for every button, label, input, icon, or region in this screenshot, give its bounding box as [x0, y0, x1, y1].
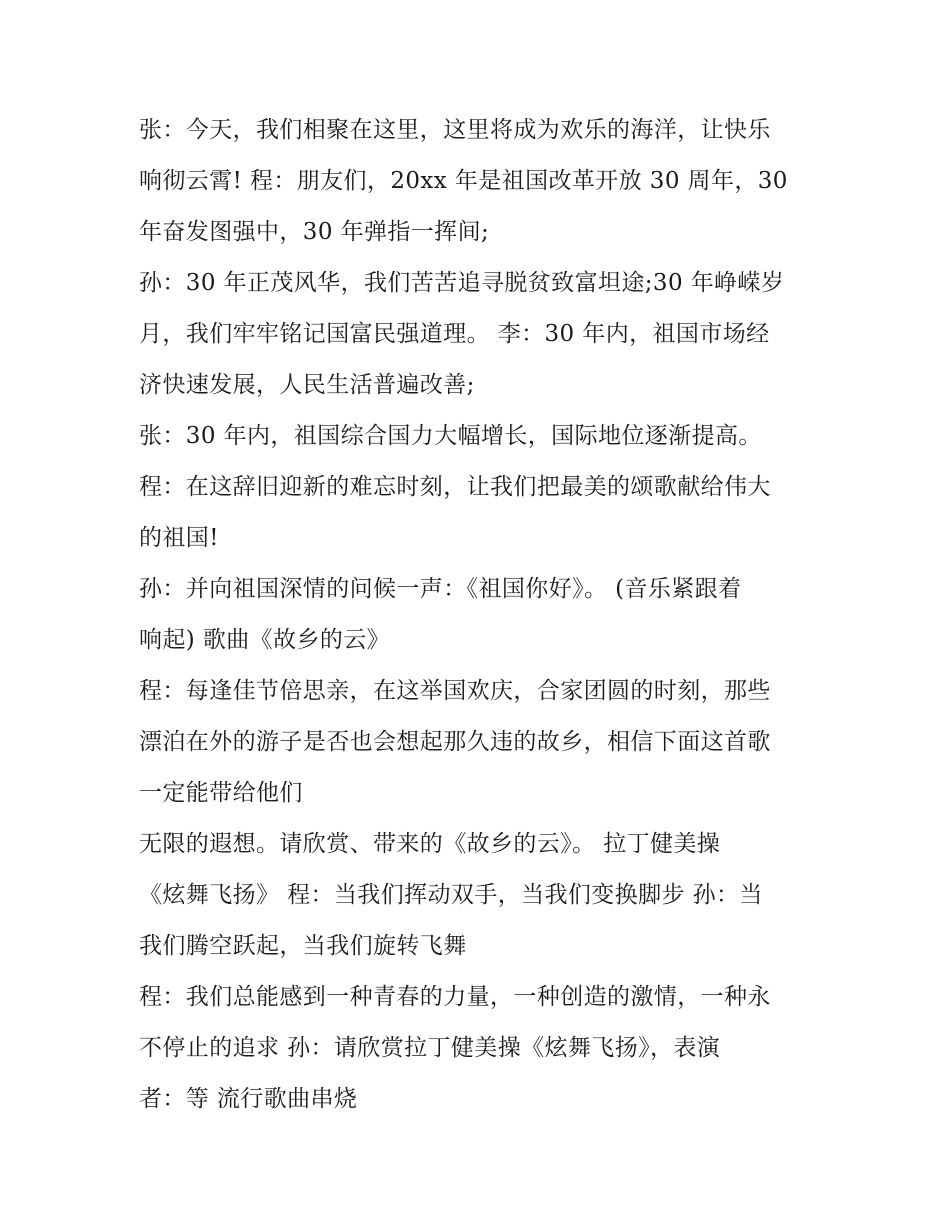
text-line-15: 无限的遐想。请欣赏、带来的《故乡的云》。 拉丁健美操: [139, 831, 721, 857]
document-body: [139, 108, 819, 1128]
text-line-16: 《炫舞飞扬》 程：当我们挥动双手，当我们变换脚步 孙：当: [139, 882, 763, 908]
text-line-18: 程：我们总能感到一种青春的力量，一种创造的激情，一种永: [139, 984, 771, 1010]
text-line-20: 者：等 流行歌曲串烧: [139, 1086, 358, 1112]
text-line-9: 的祖国!: [139, 525, 219, 551]
text-line-10: 孙：并向祖国深情的问候一声：《祖国你好》。 (音乐紧跟着: [139, 576, 742, 602]
text-line-14: 一定能带给他们: [139, 780, 303, 806]
text-line-4: 孙：30 年正茂风华，我们苦苦追寻脱贫致富坦途;30 年峥嵘岁: [139, 270, 785, 296]
text-line-2: 响彻云霄! 程：朋友们，20xx 年是祖国改革开放 30 周年，30: [139, 168, 788, 194]
text-line-13: 漂泊在外的游子是否也会想起那久违的故乡，相信下面这首歌: [139, 729, 771, 755]
text-line-19: 不停止的追求 孙：请欣赏拉丁健美操《炫舞飞扬》，表演: [139, 1035, 721, 1061]
text-line-12: 程：每逢佳节倍思亲，在这举国欢庆，合家团圆的时刻，那些: [139, 678, 771, 704]
text-line-7: 张：30 年内，祖国综合国力大幅增长，国际地位逐渐提高。: [139, 423, 762, 449]
text-line-1: 张：今天，我们相聚在这里，这里将成为欢乐的海洋，让快乐: [139, 117, 771, 143]
text-line-6: 济快速发展，人民生活普遍改善;: [139, 372, 475, 398]
text-line-11: 响起) 歌曲《故乡的云》: [139, 627, 391, 653]
text-line-3: 年奋发图强中，30 年弹指一挥间;: [139, 219, 490, 245]
text-line-8: 程：在这辞旧迎新的难忘时刻，让我们把最美的颂歌献给伟大: [139, 474, 771, 500]
text-line-5: 月，我们牢牢铭记国富民强道理。 李：30 年内，祖国市场经: [139, 321, 770, 347]
text-line-17: 我们腾空跃起，当我们旋转飞舞: [139, 933, 467, 959]
